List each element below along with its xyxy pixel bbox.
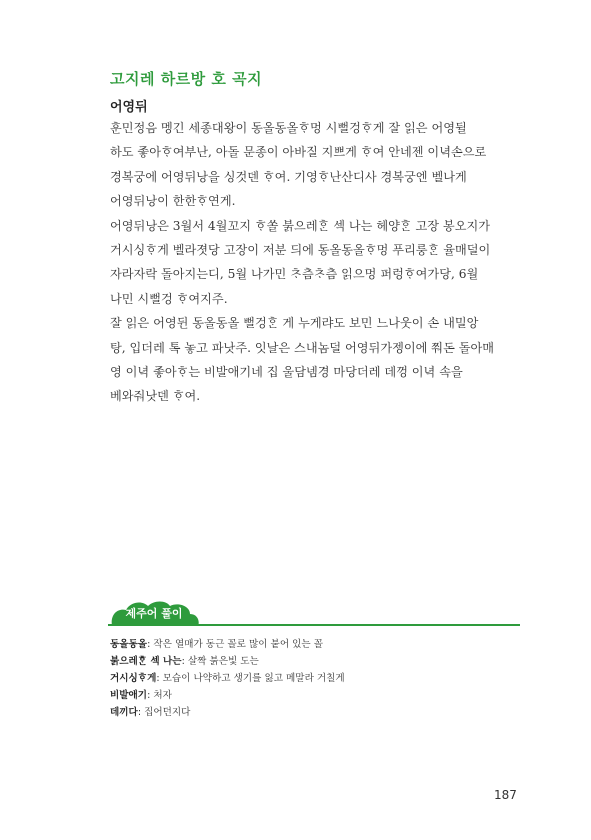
- text-line: 어영뒤낭은 3월서 4월꼬지 ᄒᆞ쏠 붉으레ᄒᆞᆫ 섹 나는 헤양ᄒᆞᆫ 고장 봉오지가: [110, 218, 491, 233]
- glossary-box: [108, 600, 520, 630]
- text-line: 어영뒤낭이 한한ᄒᆞ연게.: [110, 194, 236, 209]
- page-number: 187: [494, 788, 517, 802]
- glossary-tab-label: 제주어 풀이: [125, 607, 183, 620]
- glossary-item: [110, 636, 520, 653]
- text-line: 영 이녁 좋아ᄒᆞ는 비발애기네 집 울담넴경 마당더레 데껑 이녁 속을: [110, 365, 463, 380]
- section-heading: 고지레 하르방 호 곡지: [110, 70, 263, 88]
- glossary-item: [110, 670, 520, 687]
- text-line: 탕, 입더레 톡 놓고 파낫주. 잇날은 스내놈덜 어영뒤가젱이에 쭤돈 돌아매: [110, 340, 495, 355]
- glossary-definition: : 살짝 붉은빛 도는: [181, 656, 259, 667]
- text-line: 나민 시뻘겅 ᄒᆞ여지주.: [110, 291, 228, 306]
- text-line: 거시싱ᄒᆞ게 벨라졋당 고장이 저분 듸에 동올동올ᄒᆞ멍 푸리룽ᄒᆞᆫ 율매덜이: [110, 243, 491, 258]
- text-line: 하도 좋아ᄒᆞ여부난, 아돌 문종이 아바질 지쁘게 ᄒᆞ여 안네젠 이녁손으로: [110, 145, 487, 160]
- glossary-definition: : 처자: [147, 690, 172, 701]
- glossary-definition: : 집어던지다: [137, 707, 191, 718]
- glossary-term: 붉으레ᄒᆞᆫ 섹 나는: [110, 656, 182, 667]
- glossary-tab: [108, 600, 200, 626]
- glossary-item: [110, 687, 520, 704]
- text-line: 자라자락 돌아지는디, 5월 나가민 ᄎᆞ츰ᄎᆞ츰 읽으멍 퍼렁ᄒᆞ여가당, 6월: [110, 267, 479, 282]
- glossary-list: [110, 636, 520, 721]
- paragraph-2: [110, 214, 520, 312]
- section-subheading: 어영뒤: [110, 100, 148, 115]
- paragraph-1: [110, 116, 520, 214]
- glossary-definition: : 작은 열매가 동근 꼴로 많이 붙어 있는 꼴: [147, 639, 323, 650]
- text-line: 경복궁에 어영뒤낭을 싱것덴 ᄒᆞ여. 기영ᄒᆞ난산디사 경복궁엔 벨나게: [110, 169, 467, 184]
- body-text: [110, 116, 520, 409]
- text-line: 훈민정음 멩긴 세종대왕이 동올동올ᄒᆞ멍 시뻘겅ᄒᆞ게 잘 읽은 어영뒬: [110, 121, 467, 135]
- glossary-term: 동올동올: [110, 639, 148, 650]
- glossary-term: 데끼다: [110, 707, 138, 718]
- glossary-divider: [108, 624, 520, 626]
- glossary-item: [110, 704, 520, 721]
- glossary-item: [110, 653, 520, 670]
- text-line: 잘 읽은 어영뒨 동올동올 뻘겅ᄒᆞᆫ 게 누게랴도 보민 느나웃이 손 내밀앙: [110, 316, 479, 331]
- glossary-term: 비발애기: [110, 690, 148, 701]
- glossary-term: 거시싱ᄒᆞ게: [110, 673, 157, 684]
- text-line: 베와줘낫덴 ᄒᆞ여.: [110, 389, 201, 404]
- paragraph-3: [110, 311, 520, 409]
- glossary-definition: : 모습이 나약하고 생기를 잃고 메말라 거칠게: [156, 673, 345, 684]
